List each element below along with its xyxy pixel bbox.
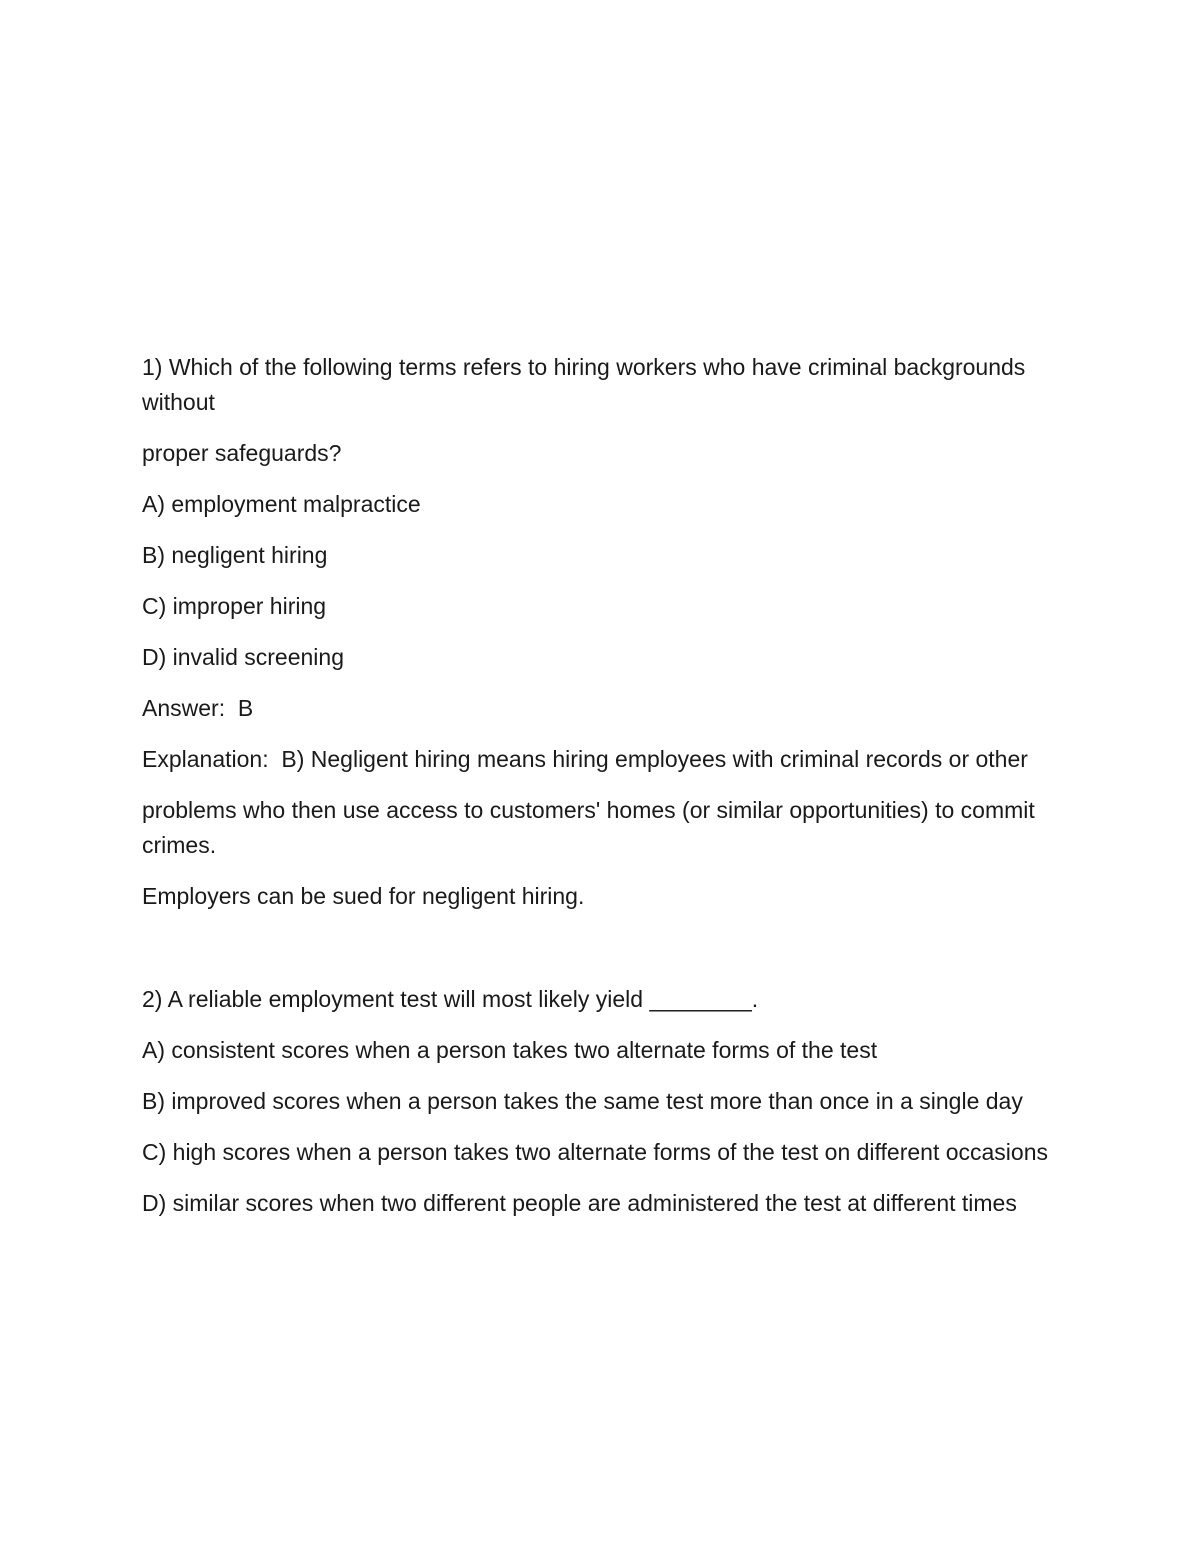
q2-option-b: B) improved scores when a person takes the same test more than once in a single day (142, 1088, 1023, 1114)
q2-option-c: C) high scores when a person takes two alternate forms of the test on different occasions (142, 1139, 1048, 1165)
q1-answer: Answer: B (142, 695, 254, 721)
q1-option-a: A) employment malpractice (142, 491, 421, 517)
q2-option-d: D) similar scores when two different people are administered the test at different times (142, 1190, 1017, 1216)
q1-option-c: C) improper hiring (142, 593, 327, 619)
q2-option-a: A) consistent scores when a person takes two alternate forms of the test (142, 1037, 878, 1063)
question-separator (142, 930, 1062, 982)
q1-explanation-3: Employers can be sued for negligent hiring. (142, 883, 585, 909)
q1-explanation-1: Explanation: B) Negligent hiring means hiring employees with criminal records or other (142, 746, 1028, 772)
q2-stem: 2) A reliable employment test will most likely yield ________. (142, 986, 759, 1012)
q1-option-b: B) negligent hiring (142, 542, 328, 568)
q1-stem-line2: proper safeguards? (142, 440, 342, 466)
q1-explanation-2: problems who then use access to customers' homes (or similar opportunities) to commit crimes. (142, 797, 1042, 858)
document-body (142, 350, 1062, 1237)
q1-option-d: D) invalid screening (142, 644, 344, 670)
q1-stem-line1: 1) Which of the following terms refers to hiring workers who have criminal backgrounds without (142, 354, 1032, 415)
